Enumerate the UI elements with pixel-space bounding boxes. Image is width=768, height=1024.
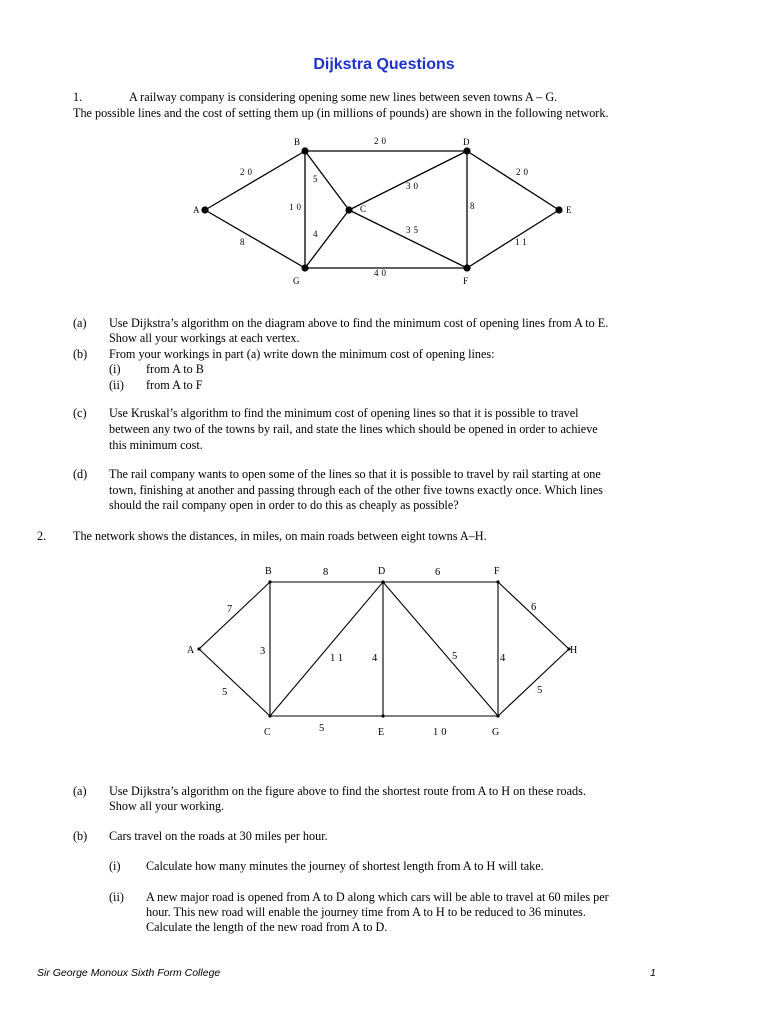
- page-title: Dijkstra Questions: [313, 56, 455, 73]
- q2-part-b-i-label: (i): [109, 859, 121, 873]
- q1-node-b: [301, 147, 308, 154]
- q1-edge-weight: 40: [374, 268, 389, 278]
- q1-part-c-line3: this minimum cost.: [109, 438, 203, 452]
- q2-part-b-ii-line2: hour. This new road will enable the journey time from A to H to be reduced to 36 minutes.: [146, 905, 586, 919]
- q2-node-label: G: [492, 727, 500, 738]
- q1-edge-weight: 11: [515, 237, 530, 247]
- q2-part-b-label: (b): [73, 829, 88, 843]
- q1-part-c-line1: Use Kruskal’s algorithm to find the minimum cost of opening lines so that it is possible to travel: [109, 406, 579, 420]
- q2-edge-weight: 3: [260, 646, 269, 657]
- q1-node-label: F: [463, 276, 469, 286]
- q1-part-b-label: (b): [73, 347, 88, 361]
- q2-node-label: C: [264, 727, 271, 738]
- q1-node-e: [555, 206, 562, 213]
- q2-edge-weight: 4: [500, 653, 509, 664]
- q2-part-b-ii-line1: A new major road is opened from A to D along which cars will be able to travel at 60 miles per: [146, 890, 609, 904]
- footer-college-name: Sir George Monoux Sixth Form College: [37, 967, 221, 979]
- q1-edge-weight: 10: [289, 202, 304, 212]
- q1-node-label: B: [294, 137, 301, 147]
- q1-edge-weight: 5: [313, 174, 321, 184]
- q1-part-d-line1: The rail company wants to open some of the lines so that it is possible to travel by rail starting at one: [109, 467, 601, 481]
- q2-intro-line1: The network shows the distances, in miles, on main roads between eight towns A–H.: [73, 529, 487, 543]
- q1-part-c-label: (c): [73, 406, 87, 420]
- q1-node-label: G: [293, 276, 300, 286]
- q1-intro-line1: A railway company is considering opening some new lines between seven towns A – G.: [129, 90, 558, 104]
- q2-number: 2.: [37, 529, 47, 543]
- q1-node-label: C: [360, 204, 367, 214]
- q1-edge-weight: 8: [240, 237, 248, 247]
- q2-edge-weight: 6: [531, 602, 540, 613]
- q2-edge-weight: 7: [227, 604, 236, 615]
- q2-node-label: B: [265, 566, 272, 577]
- q2-edge-weight: 8: [323, 567, 332, 578]
- q2-part-b-ii-label: (ii): [109, 890, 124, 904]
- q1-part-b-ii-label: (ii): [109, 378, 124, 392]
- q2-node-label: D: [378, 566, 386, 577]
- q1-edge-weight: 4: [313, 229, 321, 239]
- q1-edge-weight: 8: [470, 201, 478, 211]
- q1-node-label: D: [463, 137, 470, 147]
- q1-intro-line2: The possible lines and the cost of setting them up (in millions of pounds) are shown in the following network.: [73, 106, 609, 120]
- q1-part-d-line2: town, finishing at another and passing through each of the other five towns exactly once. Which lines: [109, 483, 603, 497]
- q2-edge-weight: 5: [222, 687, 231, 698]
- q2-node-label: F: [494, 566, 500, 577]
- q2-part-a-line1: Use Dijkstra’s algorithm on the figure above to find the shortest route from A to H on these roads.: [109, 784, 586, 798]
- q2-edge-weight: 5: [537, 685, 546, 696]
- q2-node-label: E: [378, 727, 385, 738]
- footer-page-number: 1: [650, 967, 656, 979]
- q2-edge-weight: 6: [435, 567, 444, 578]
- q1-part-a-label: (a): [73, 316, 87, 330]
- q2-network-diagram: [199, 582, 569, 716]
- q2-part-b-ii-line3: Calculate the length of the new road from A to D.: [146, 920, 388, 934]
- q2-part-a-line2: Show all your working.: [109, 799, 225, 813]
- q2-node-label: H: [570, 645, 578, 656]
- q1-part-b-line1: From your workings in part (a) write down the minimum cost of opening lines:: [109, 347, 495, 361]
- q1-node-label: E: [566, 205, 572, 215]
- q1-edge-weight: 20: [240, 167, 255, 177]
- q1-part-b-ii-text: from A to F: [146, 378, 203, 392]
- q2-edge-weight: 4: [372, 653, 381, 664]
- q2-part-b-i-text: Calculate how many minutes the journey of shortest length from A to H will take.: [146, 859, 544, 873]
- q1-node-label: A: [193, 205, 200, 215]
- q1-part-a-line2: Show all your workings at each vertex.: [109, 331, 300, 345]
- q2-node-label: A: [187, 645, 195, 656]
- q1-node-d: [463, 147, 470, 154]
- q1-node-g: [301, 264, 308, 271]
- q1-edge-weight: 20: [374, 136, 389, 146]
- q1-node-a: [201, 206, 208, 213]
- q2-part-a-label: (a): [73, 784, 87, 798]
- q1-part-d-label: (d): [73, 467, 88, 481]
- q2-edge-weight: 5: [452, 651, 461, 662]
- q1-edge-weight: 20: [516, 167, 531, 177]
- q1-part-d-line3: should the rail company open in order to do this as cheaply as possible?: [109, 498, 459, 512]
- q1-part-b-i-label: (i): [109, 362, 121, 376]
- q1-edge-weight: 30: [406, 181, 421, 191]
- q1-part-c-line2: between any two of the towns by rail, and state the lines which should be opened in order to achieve: [109, 422, 598, 436]
- q1-edge-weight: 35: [406, 225, 421, 235]
- q2-edge-weight: 11: [330, 653, 347, 664]
- q1-node-f: [463, 264, 470, 271]
- q1-node-c: [345, 206, 352, 213]
- q2-edge-weight: 5: [319, 723, 328, 734]
- q1-part-b-i-text: from A to B: [146, 362, 204, 376]
- q2-part-b-line1: Cars travel on the roads at 30 miles per hour.: [109, 829, 328, 843]
- q1-number: 1.: [73, 90, 83, 104]
- q2-edge-weight: 10: [433, 727, 450, 738]
- q1-part-a-line1: Use Dijkstra’s algorithm on the diagram above to find the minimum cost of opening lines from A to E.: [109, 316, 609, 330]
